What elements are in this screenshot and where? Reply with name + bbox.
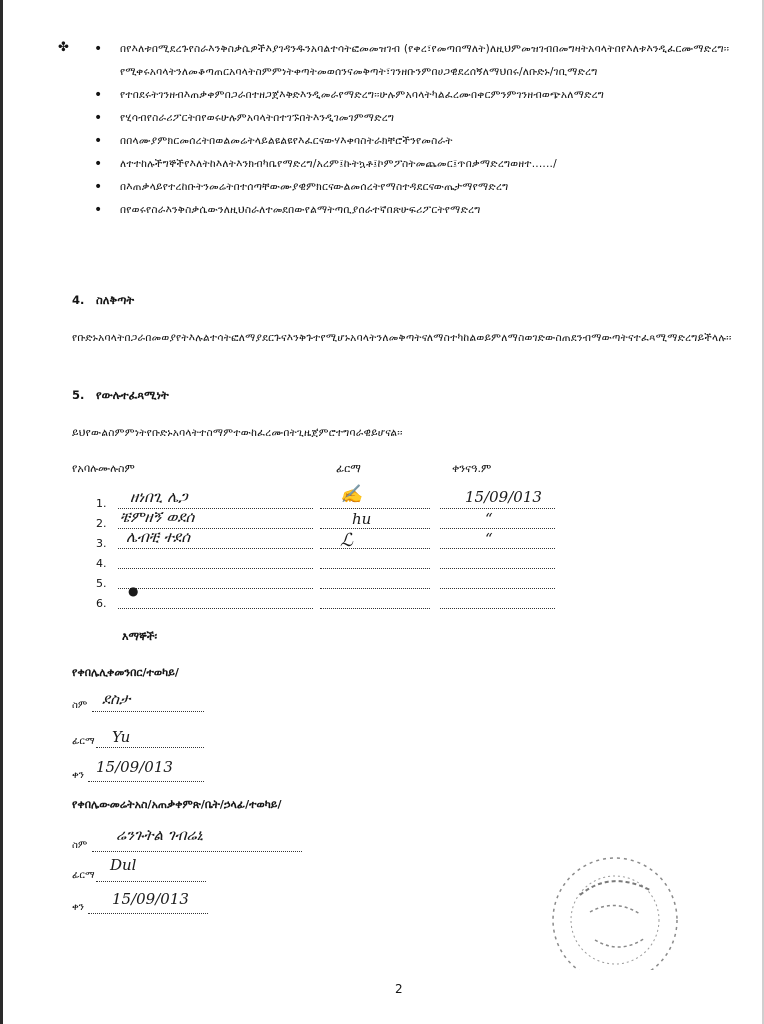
- section-title: ስለቅጣት: [96, 293, 135, 307]
- party-1-date-label: ቀን: [72, 770, 84, 781]
- margin-mark: ✤: [58, 40, 69, 55]
- table-row: [96, 597, 116, 617]
- name-line: [92, 851, 302, 852]
- date-line: [440, 568, 555, 569]
- bullet-list: [94, 38, 734, 222]
- party-1-name-label: ስም: [72, 700, 88, 711]
- name-line: [118, 548, 313, 549]
- row-number: 1.: [96, 497, 107, 510]
- signature-line: [320, 568, 430, 569]
- row-number: 4.: [96, 557, 107, 570]
- handwritten-signature: ✍: [340, 484, 363, 505]
- section-5-heading: [72, 388, 169, 403]
- bullet-item: • የሂሳብየስራሪፖርትበየወሩሁሉምአባላትበተገኙበትእንዲገመገምማድረግ: [94, 107, 734, 130]
- bullet-item: • በየወሩየስራእንቅስቃሴውንለዚህስራለተመደበውየልማትጣቢያሰራተኛበጽሁፍሪፖርትየማድረግ: [94, 199, 734, 222]
- signature-line: [320, 508, 430, 509]
- name-line: [118, 588, 313, 589]
- handwritten-date: 15/09/013: [96, 758, 173, 776]
- section-4-text: የቡድኑአባላትበጋራበመወያየትእሉልተሳትፎለማያደርጉናእንቅጉተየሚሆኑአባላትንለመቅጣትናለማስተካከልወይምለማስወገድውስጠደንብማውጣትናተፈጻሚማድረግይችላሉ፡፡: [72, 332, 732, 344]
- signature-line: [320, 588, 430, 589]
- witnesses-heading: እማኞች፡: [122, 630, 158, 643]
- row-number: 3.: [96, 537, 107, 550]
- column-header-signature: ፊርማ: [336, 462, 361, 475]
- signature-line: [96, 747, 204, 748]
- date-line: [440, 548, 555, 549]
- row-number: 2.: [96, 517, 107, 530]
- section-number: 5.: [72, 388, 85, 402]
- bullet-item: • የተበደሩትገንዘብእጠቃቀምበጋራበተዘጋጀእቅድእንዲመራየማድረግ፡፡ሁሉምአባላትካልፈረሙበቀርምንምገንዘብወጭአለማድረግ: [94, 84, 734, 107]
- table-row: [96, 557, 116, 577]
- party-2-signature-label: ፊርማ: [72, 870, 95, 881]
- section-title: የውሉተፈጻሚነት: [96, 388, 169, 402]
- party-1-title: የቀበሌሊቀመንበር/ተወካይ/: [72, 666, 179, 679]
- ink-mark: ●: [128, 584, 139, 598]
- date-line: [88, 913, 208, 914]
- handwritten-signature: ℒ: [340, 530, 353, 551]
- handwritten-date: “: [485, 530, 493, 548]
- column-header-date: ቀንናዓ.ም: [452, 462, 492, 475]
- table-row: [96, 537, 116, 557]
- name-line: [118, 568, 313, 569]
- bullet-item: • በየእለቱበሚደረጉየስራእንቅስቃሴዎችእያገዳንዱንአባልተሳትፎመመዝገብ (የቀረ፣የመጣበማለት)ለዚህምመዝገብበመግዛትአባላትበየእለቱእንዲፈርሙማድረግ፡፡የሚቀሩአባላትንለመቆጣጠርአባላትስምምነትቀጣትመወሰንናመቅጣት፣ገንዘቡንምበሀጋዊደረሰኝለማህበሩ/ለቡድኑ/ገቢማድረግ: [94, 38, 734, 84]
- party-2-title: የቀበሌውመሬትአስ/አጠቃቀምጽ/ቤት/ኃላፊ/ተወካይ/: [72, 798, 282, 811]
- column-header-name: የአባሉሙሉስም: [72, 462, 135, 475]
- page-number: 2: [395, 982, 403, 996]
- handwritten-date: 15/09/013: [112, 890, 189, 908]
- signature-line: [320, 608, 430, 609]
- table-row: [96, 577, 116, 597]
- date-line: [440, 508, 555, 509]
- handwritten-signature: Dul: [110, 856, 137, 874]
- handwritten-signature: hu: [352, 510, 372, 528]
- name-line: [118, 608, 313, 609]
- bullet-item: • በበላሙያምክርመሰረትበወልመሬትላይልዩልዩየእፈርናውሃእቀባስትራክቸሮችንየመስራት: [94, 130, 734, 153]
- handwritten-date: 15/09/013: [465, 488, 542, 506]
- party-1-signature-label: ፊርማ: [72, 736, 95, 747]
- name-line: [92, 711, 204, 712]
- handwritten-date: “: [485, 510, 493, 528]
- row-number: 5.: [96, 577, 107, 590]
- party-2-date-label: ቀን: [72, 902, 84, 913]
- bullet-item: • ለተተከሉችግኞችየእለትከእለትእንክብካቤየማድረግ/አረም፤ኩትኳቶ፤ኮምፖስትመጨመር፤ጥበቃማድረግወዘተ....../: [94, 153, 734, 176]
- official-stamp: [520, 850, 720, 970]
- table-row: [96, 497, 116, 517]
- handwritten-name: ቼምዘኝ ወደሰ: [120, 508, 195, 526]
- handwritten-name: ዘነበጊ ሌጋ: [130, 488, 188, 506]
- section-5-text: ይህየውልስምምነትየቡድኑአባላትተስማምተውከፈረሙበትጊዜጀምሮተግባራዊይሆናል፡፡: [72, 427, 403, 439]
- date-line: [440, 608, 555, 609]
- date-line: [440, 528, 555, 529]
- date-line: [440, 588, 555, 589]
- section-4-heading: [72, 293, 134, 308]
- date-line: [88, 781, 204, 782]
- handwritten-name: ሬንጉትል ገብሬኒ: [116, 826, 204, 844]
- handwritten-name: ሌብቺ ተደሰ: [126, 528, 191, 546]
- row-number: 6.: [96, 597, 107, 610]
- scan-left-edge: [0, 0, 3, 1024]
- signature-line: [320, 548, 430, 549]
- table-row: [96, 517, 116, 537]
- handwritten-name: ደስታ: [102, 690, 131, 708]
- signature-line: [96, 881, 206, 882]
- bullet-item: • በእጠቃላይየተረከቡትንመሬትበተሰጣቸውሙያዊምክርናውልመሰረትየማስተዳደርናውጤታማየማድረግ: [94, 176, 734, 199]
- handwritten-signature: Yu: [112, 728, 131, 746]
- party-2-name-label: ስም: [72, 840, 88, 851]
- section-number: 4.: [72, 293, 85, 307]
- signature-line: [320, 528, 430, 529]
